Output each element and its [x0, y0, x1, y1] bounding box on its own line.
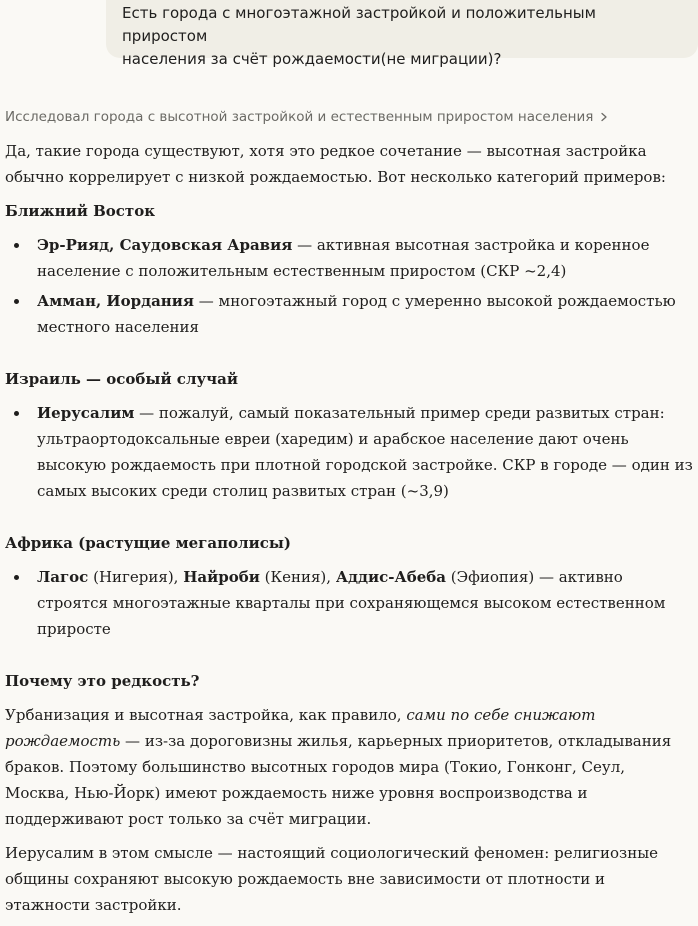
list-item	[5, 564, 693, 642]
section-heading-israel: Израиль — особый случай	[5, 370, 238, 388]
why-paragraph-2: Иерусалим в этом смысле — настоящий социологический феномен: религиозные общины сохраняют высокую рождаемость вне зависимости от плотности и этажности застройки.	[5, 844, 659, 914]
why-paragraph-1	[5, 702, 693, 832]
list-item	[5, 288, 693, 340]
user-message-bubble	[106, 0, 698, 68]
section-heading-africa: Африка (растущие мегаполисы)	[5, 534, 292, 552]
thinking-summary-label: Исследовал города с высотной застройкой и естественным приростом населения	[5, 109, 594, 125]
user-message-line-1: Есть города с многоэтажной застройкой и положительным приростом	[122, 4, 596, 45]
city-name: Эр-Рияд, Саудовская Аравия	[37, 236, 293, 254]
list-item-text: — активная высотная застройка и коренное население с положительным естественным приростом (СКР ~2,4)	[37, 236, 650, 280]
israel-list	[5, 400, 693, 504]
section-heading-middle-east: Ближний Восток	[5, 202, 156, 220]
user-message-line-2: населения за счёт рождаемости(не миграции)?	[122, 50, 502, 68]
list-item	[5, 232, 693, 284]
middle-east-list	[5, 232, 693, 340]
paragraph-text: Урбанизация и высотная застройка, как правило,	[5, 706, 407, 724]
answer-intro: Да, такие города существуют, хотя это редкое сочетание — высотная застройка обычно коррелирует с низкой рождаемостью. Вот несколько категорий примеров:	[5, 142, 666, 186]
city-name: Найроби	[183, 568, 260, 586]
thinking-summary-toggle[interactable]	[5, 109, 609, 125]
city-name: Иерусалим	[37, 404, 135, 422]
city-name: Амман, Иордания	[37, 292, 194, 310]
assistant-answer	[5, 138, 693, 926]
list-item-text: (Нигерия),	[88, 568, 184, 586]
city-name: Лагос	[37, 568, 89, 586]
section-heading-why: Почему это редкость?	[5, 672, 200, 690]
list-item-text: (Эфиопия) — активно строятся многоэтажные кварталы при сохраняющемся высоком естественном приросте	[37, 568, 666, 638]
list-item-text: — пожалуй, самый показательный пример среди развитых стран: ультраортодоксальные евреи (харедим) и арабское население дают очень высокую рождаемость при плотной городской застройке. СКР в городе — один из самых высоких среди столиц развитых стран (~3,9)	[37, 404, 693, 500]
paragraph-text: — из-за дороговизны жилья, карьерных приоритетов, откладывания браков. Поэтому большинство высотных городов мира (Токио, Гонконг, Сеул, Москва, Нью-Йорк) имеют рождаемость ниже уровня воспроизводства и поддерживают рост только за счёт миграции.	[5, 732, 672, 828]
africa-list	[5, 564, 693, 642]
chevron-right-icon	[599, 112, 609, 122]
list-item-text: — многоэтажный город с умеренно высокой рождаемостью местного населения	[37, 292, 676, 336]
list-item-text: (Кения),	[259, 568, 336, 586]
list-item	[5, 400, 693, 504]
emphasis-text: сами по себе снижают рождаемость	[5, 706, 596, 750]
city-name: Аддис-Абеба	[335, 568, 446, 586]
